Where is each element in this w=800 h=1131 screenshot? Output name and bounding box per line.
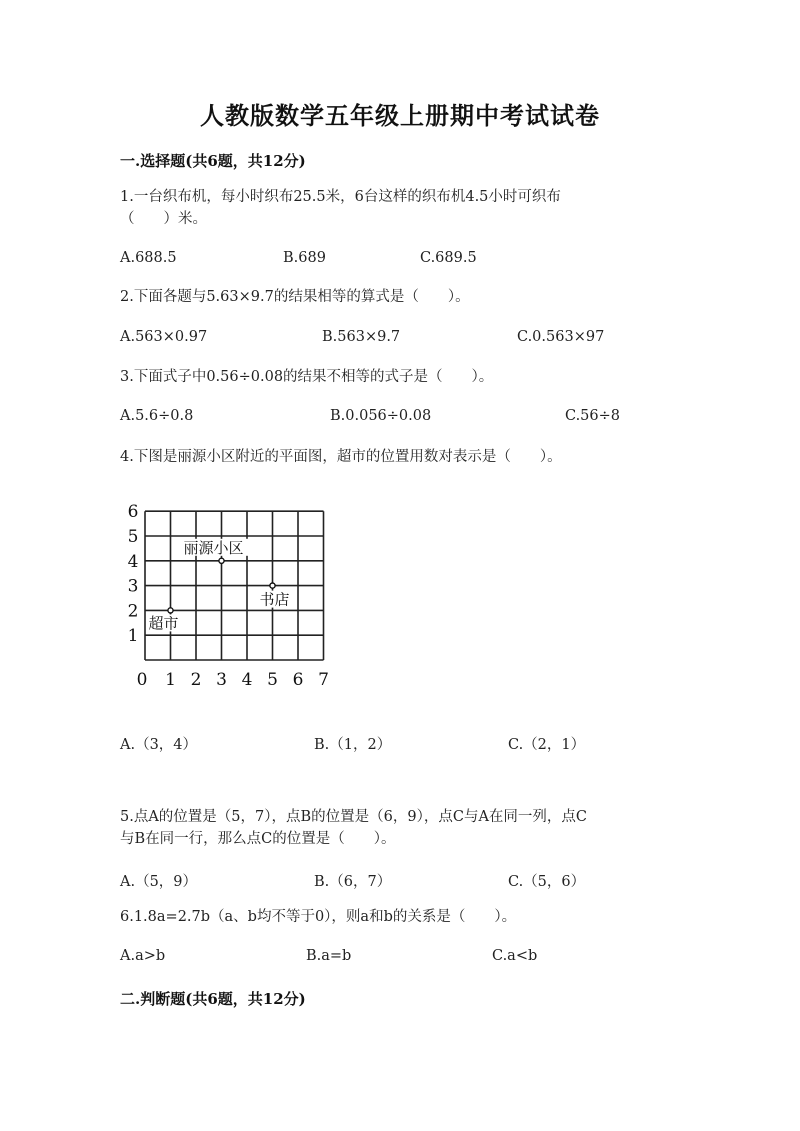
- question-2-option-b[interactable]: B.563×9.7: [322, 329, 401, 345]
- question-6-option-b[interactable]: B.a=b: [306, 948, 352, 964]
- grid-y-tick-label: 4: [127, 551, 139, 572]
- question-6-option-c[interactable]: C.a<b: [492, 948, 538, 964]
- coordinate-grid-figure: [125, 500, 340, 690]
- question-4-option-c[interactable]: C.（2，1）: [508, 737, 586, 753]
- grid-point-label: 丽源小区: [183, 538, 244, 557]
- question-5-text-line2: 与B在同一行，那么点C的位置是（ ）。: [120, 831, 396, 847]
- question-1-text-line1: 1.一台织布机，每小时织布25.5米，6台这样的织布机4.5小时可织布: [120, 189, 561, 205]
- grid-y-tick-label: 3: [127, 576, 139, 597]
- grid-y-tick-label: 6: [127, 502, 139, 523]
- question-4-text: 4.下图是丽源小区附近的平面图，超市的位置用数对表示是（ ）。: [120, 449, 562, 465]
- question-5-text-line1: 5.点A的位置是（5，7），点B的位置是（6，9），点C与A在同一列，点C: [120, 809, 588, 825]
- question-6-option-a[interactable]: A.a>b: [120, 948, 166, 964]
- question-6-text: 6.1.8a=2.7b（a、b均不等于0），则a和b的关系是（ ）。: [120, 909, 517, 925]
- question-4-option-a[interactable]: A.（3，4）: [120, 737, 198, 753]
- grid-y-tick-label: 1: [127, 626, 139, 647]
- grid-point-marker: [219, 558, 224, 563]
- question-3-option-a[interactable]: A.5.6÷0.8: [120, 408, 194, 424]
- question-3-text: 3.下面式子中0.56÷0.08的结果不相等的式子是（ ）。: [120, 369, 494, 385]
- grid-point-marker: [270, 583, 275, 588]
- question-5-option-c[interactable]: C.（5，6）: [508, 874, 586, 890]
- question-1-option-b[interactable]: B.689: [283, 250, 326, 266]
- question-5-option-b[interactable]: B.（6，7）: [314, 874, 392, 890]
- page-title: 人教版数学五年级上册期中考试试卷: [200, 101, 600, 130]
- question-3-option-b[interactable]: B.0.056÷0.08: [330, 408, 432, 424]
- grid-y-tick-label: 5: [127, 527, 139, 547]
- question-1-option-c[interactable]: C.689.5: [420, 250, 477, 266]
- question-2-option-a[interactable]: A.563×0.97: [120, 329, 208, 345]
- question-4-option-b[interactable]: B.（1，2）: [314, 737, 392, 753]
- grid-point-label: 超市: [148, 614, 179, 633]
- grid-x-tick-label: 1: [165, 670, 176, 690]
- grid-x-tick-label: 4: [241, 670, 253, 690]
- grid-x-tick-label: 7: [318, 670, 329, 690]
- grid-point-label: 书店: [259, 590, 290, 609]
- question-2-text: 2.下面各题与5.63×9.7的结果相等的算式是（ ）。: [120, 289, 470, 305]
- question-3-option-c[interactable]: C.56÷8: [565, 408, 621, 424]
- grid-y-tick-label: 2: [127, 601, 139, 622]
- section-heading-judgement: 二.判断题(共6题，共12分): [120, 990, 306, 1008]
- question-1-option-a[interactable]: A.688.5: [120, 250, 177, 266]
- grid-x-tick-label: 2: [190, 670, 202, 690]
- grid-x-tick-label: 5: [267, 670, 278, 690]
- grid-x-tick-label: 3: [216, 670, 227, 690]
- question-1-text-line2: （ ）米。: [120, 211, 207, 227]
- question-2-option-c[interactable]: C.0.563×97: [517, 329, 605, 345]
- grid-x-tick-label: 0: [136, 670, 148, 690]
- grid-point-marker: [168, 608, 173, 613]
- grid-x-tick-label: 6: [292, 670, 304, 690]
- section-heading-choice: 一.选择题(共6题，共12分): [120, 152, 306, 170]
- question-5-option-a[interactable]: A.（5，9）: [120, 874, 198, 890]
